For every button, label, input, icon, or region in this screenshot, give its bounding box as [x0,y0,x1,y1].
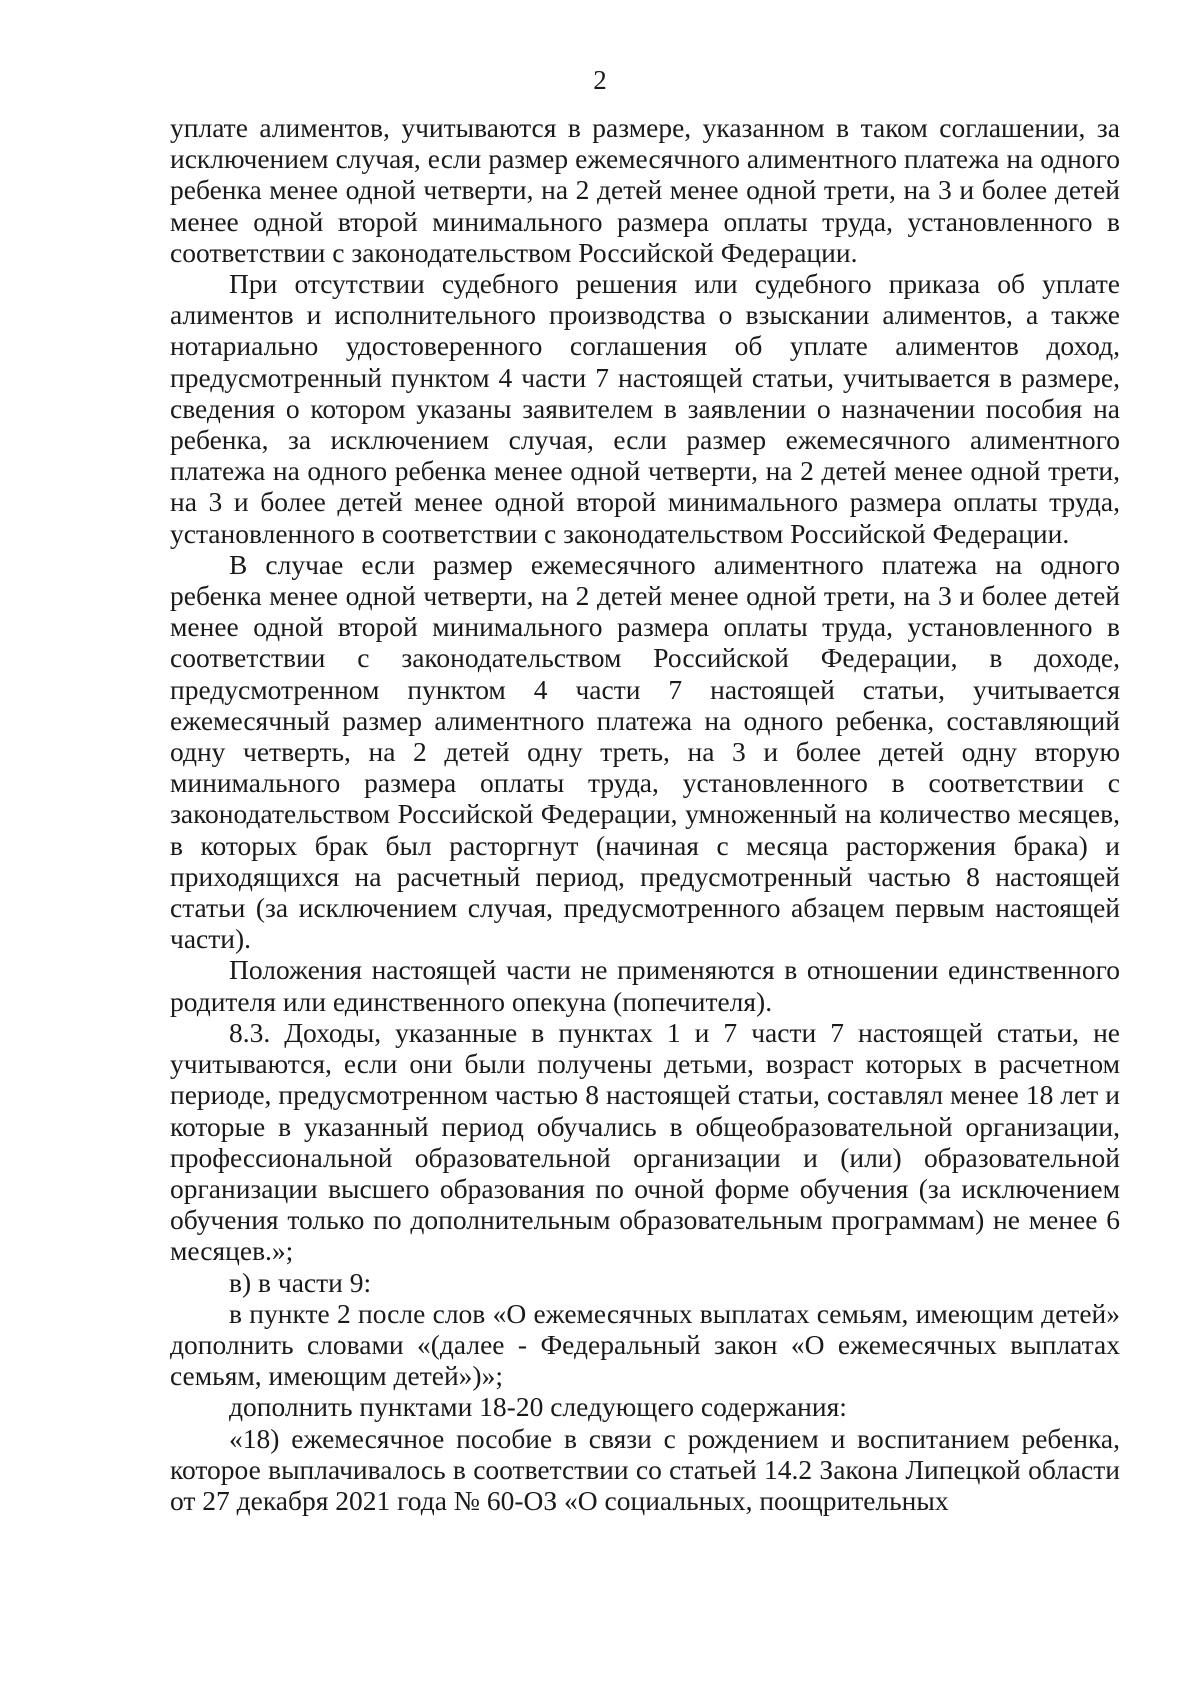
paragraph: В случае если размер ежемесячного алиментного платежа на одного ребенка менее одной четверти, на 2 детей менее одной трети, на 3 и более детей менее одной второй минимального размера оплаты труда, установленного в соответствии с законодательством Российской Федерации, в доходе, предусмотренном пунктом 4 части 7 настоящей статьи, учитывается ежемесячный размер алиментного платежа на одного ребенка, составляющий одну четверть, на 2 детей одну треть, на 3 и более детей одну вторую минимального размера оплаты труда, установленного в соответствии с законодательством Российской Федерации, умноженный на количество месяцев, в которых брак был расторгнут (начиная с месяца расторжения брака) и приходящихся на расчетный период, предусмотренный частью 8 настоящей статьи (за исключением случая, предусмотренного абзацем первым настоящей части). [170,548,1120,955]
paragraph: При отсутствии судебного решения или судебного приказа об уплате алиментов и исполнительного производства о взыскании алиментов, а также нотариально удостоверенного соглашения об уплате алиментов доход, предусмотренный пунктом 4 части 7 настоящей статьи, учитывается в размере, сведения о котором указаны заявителем в заявлении о назначении пособия на ребенка, за исключением случая, если размер ежемесячного алиментного платежа на одного ребенка менее одной четверти, на 2 детей менее одной трети, на 3 и более детей менее одной второй минимального размера оплаты труда, установленного в соответствии с законодательством Российской Федерации. [170,268,1120,549]
paragraph: дополнить пунктами 18-20 следующего содержания: [229,1391,847,1423]
paragraph: уплате алиментов, учитываются в размере, указанном в таком соглашении, за исключением случая, если размер ежемесячного алиментного платежа на одного ребенка менее одной четверти, на 2 детей менее одной трети, на 3 и более детей менее одной второй минимального размера оплаты труда, установленного в соответствии с законодательством Российской Федерации. [170,112,1120,268]
document-body [170,112,1120,1516]
paragraph: Положения настоящей части не применяются в отношении единственного родителя или единственного опекуна (попечителя). [170,954,1120,1017]
paragraph: в пункте 2 после слов «О ежемесячных выплатах семьям, имеющим детей» дополнить словами «(далее - Федеральный закон «О ежемесячных выплатах семьям, имеющим детей»)»; [170,1297,1120,1392]
paragraph: «18) ежемесячное пособие в связи с рождением и воспитанием ребенка, которое выплачивалось в соответствии со статьей 14.2 Закона Липецкой области от 27 декабря 2021 года № 60-ОЗ «О социальных, поощрительных [170,1422,1120,1516]
page-number: 2 [593,65,607,95]
paragraph: в) в части 9: [229,1266,372,1298]
paragraph: 8.3. Доходы, указанные в пунктах 1 и 7 части 7 настоящей статьи, не учитываются, если они были получены детьми, возраст которых в расчетном периоде, предусмотренном частью 8 настоящей статьи, составлял менее 18 лет и которые в указанный период обучались в общеобразовательной организации, профессиональной образовательной организации и (или) образовательной организации высшего образования по очной форме обучения (за исключением обучения только по дополнительным образовательным программам) не менее 6 месяцев.»; [170,1016,1120,1267]
